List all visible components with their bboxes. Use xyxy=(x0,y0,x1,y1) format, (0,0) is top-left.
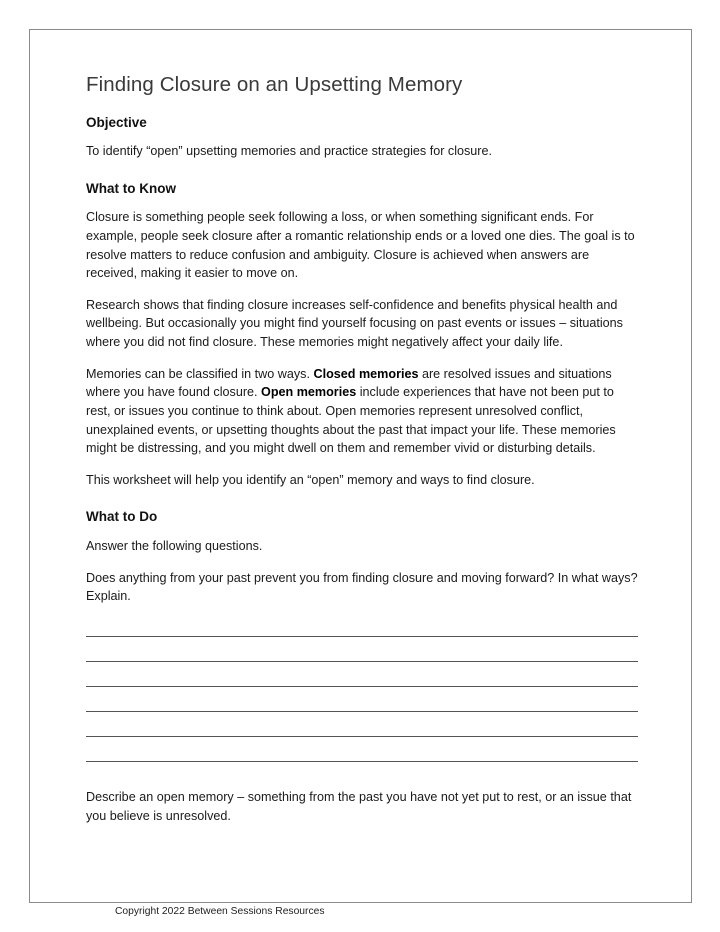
answer-lines-question-1[interactable] xyxy=(86,618,638,768)
answer-line[interactable] xyxy=(86,643,638,668)
what-to-know-paragraph-3 xyxy=(86,365,638,458)
document-content xyxy=(86,72,638,838)
question-2: Describe an open memory – something from the past you have not yet put to rest, or an issue that you believe is unresolved. xyxy=(86,789,632,823)
page-title: Finding Closure on an Upsetting Memory xyxy=(86,73,463,96)
answer-line[interactable] xyxy=(86,618,638,643)
what-to-know-paragraph-4: This worksheet will help you identify an “open” memory and ways to find closure. xyxy=(86,472,535,487)
what-to-do-instruction: Answer the following questions. xyxy=(86,539,263,554)
answer-line[interactable] xyxy=(86,693,638,718)
paragraph-3-text-part-3: include experiences that have not been put to rest, or issues you continue to think about. Open memories represent unresolved conflict, unexplained events, or upsetting thoughts about the past that impact your life. These memories might be distressing, and you might dwell on them and remember vivid or disturbing details. xyxy=(86,385,616,456)
section-heading-objective: Objective xyxy=(86,114,147,130)
answer-line[interactable] xyxy=(86,668,638,693)
answer-line[interactable] xyxy=(86,718,638,743)
spacer xyxy=(86,768,638,788)
what-to-know-paragraph-2: Research shows that finding closure increases self-confidence and benefits physical health and wellbeing. But occasionally you might find yourself focusing on past events or issues – situations where you did not find closure. These memories might negatively affect your daily life. xyxy=(86,297,623,350)
worksheet-page xyxy=(29,29,692,917)
what-to-know-paragraph-1: Closure is something people seek following a loss, or when something significant ends. For example, people seek closure after a romantic relationship ends or a loved one dies. The goal is to resolve matters to reduce confusion and ambiguity. Closure is achieved when answers are received, making it easier to move on. xyxy=(86,210,635,281)
paragraph-3-text-part-2: are resolved issues and situations where you have found closure. xyxy=(86,366,612,400)
question-1: Does anything from your past prevent you from finding closure and moving forward? In what ways? Explain. xyxy=(86,570,638,604)
objective-paragraph: To identify “open” upsetting memories and practice strategies for closure. xyxy=(86,144,492,159)
answer-line[interactable] xyxy=(86,743,638,768)
section-heading-what-to-do: What to Do xyxy=(86,509,158,525)
term-closed-memories: Closed memories xyxy=(313,366,419,381)
paragraph-3-text-part-1: Memories can be classified in two ways. xyxy=(86,366,314,381)
footer-copyright: Copyright 2022 Between Sessions Resources xyxy=(115,906,325,917)
term-open-memories: Open memories xyxy=(261,385,357,400)
section-heading-what-to-know: What to Know xyxy=(86,180,176,196)
